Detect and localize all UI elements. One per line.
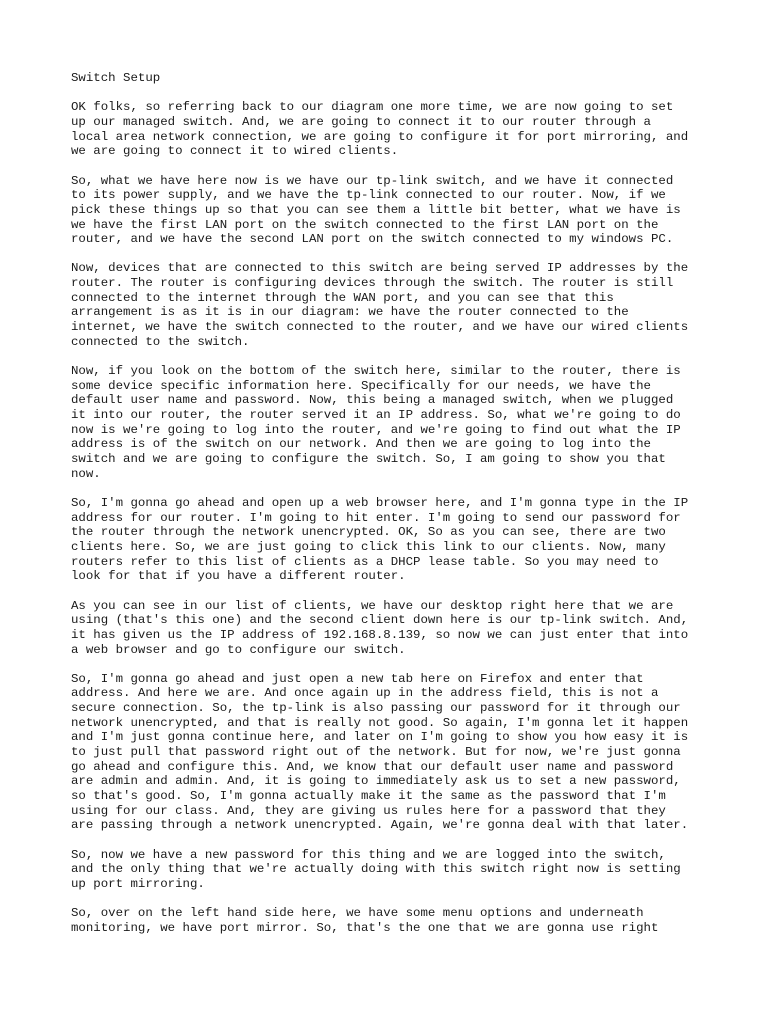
text-line: to its power supply, and we have the tp-link connected to our router. Now, if we [71, 188, 666, 203]
text-line: Now, if you look on the bottom of the switch here, similar to the router, there is [71, 364, 681, 379]
text-line: So, I'm gonna go ahead and just open a new tab here on Firefox and enter that [71, 671, 644, 686]
text-line: it has given us the IP address of 192.168.8.139, so now we can just enter that into [71, 627, 689, 642]
text-line: arrangement is as it is in our diagram: we have the router connected to the [71, 305, 629, 320]
paragraph [71, 906, 711, 935]
text-line: clients here. So, we are just going to click this link to our clients. Now, many [71, 539, 666, 554]
text-line: are admin and admin. And, it is going to immediately ask us to set a new password, [71, 774, 681, 789]
document-body [71, 71, 711, 950]
text-line: default user name and password. Now, this being a managed switch, when we plugged [71, 393, 674, 408]
text-line: we have the first LAN port on the switch connected to the first LAN port on the [71, 217, 659, 232]
paragraph [71, 174, 711, 247]
text-line: pick these things up so that you can see them a little bit better, what we have is [71, 202, 681, 217]
text-line: switch and we are going to configure the switch. So, I am going to show you that [71, 452, 666, 466]
text-line: router, and we have the second LAN port on the switch connected to my windows PC. [71, 232, 674, 247]
text-line: secure connection. So, the tp-link is also passing our password for it through our [71, 701, 681, 716]
text-line: connected to the switch. [71, 334, 250, 349]
text-line: and the only thing that we're actually doing with this switch right now is setting [71, 862, 681, 877]
text-line: we are going to connect it to wired clients. [71, 144, 399, 159]
text-line: so that's good. So, I'm gonna actually make it the same as the password that I'm [71, 789, 666, 804]
paragraph [71, 496, 711, 584]
paragraph [71, 364, 711, 481]
text-line: go ahead and configure this. And, we know that our default user name and password [71, 759, 674, 774]
text-line: So, what we have here now is we have our tp-link switch, and we have it connected [71, 173, 674, 188]
paragraph [71, 261, 711, 349]
text-line: using for our class. And, they are giving us rules here for a password that they [71, 803, 666, 818]
text-line: So, now we have a new password for this thing and we are logged into the switch, [71, 847, 666, 862]
text-line: now. [71, 466, 101, 481]
text-line: some device specific information here. Specifically for our needs, we have the [71, 378, 651, 393]
text-line: So, over on the left hand side here, we have some menu options and underneath [71, 906, 644, 921]
text-line: the router through the network unencrypted. OK, So as you can see, there are two [71, 525, 666, 540]
text-line: look for that if you have a different router. [71, 569, 406, 584]
document-title: Switch Setup [71, 71, 161, 85]
text-line: are passing through a network unencrypted. Again, we're gonna deal with that later. [71, 818, 689, 833]
text-line: to just pull that password right out of the network. But for now, we're just gonna [71, 745, 681, 760]
paragraph-list [71, 100, 711, 935]
text-line: network unencrypted, and that is really not good. So again, I'm gonna let it happen [71, 715, 689, 730]
text-line: up port mirroring. [71, 876, 205, 891]
text-line: local area network connection, we are going to configure it for port mirroring, and [71, 129, 689, 144]
text-line: Now, devices that are connected to this switch are being served IP addresses by the [71, 261, 689, 276]
text-line: So, I'm gonna go ahead and open up a web browser here, and I'm gonna type in the IP [71, 495, 689, 510]
text-line: up our managed switch. And, we are going to connect it to our router through a [71, 114, 651, 129]
text-line: it into our router, the router served it an IP address. So, what we're going to do [71, 408, 681, 423]
text-line: internet, we have the switch connected to the router, and we have our wired clients [71, 320, 689, 335]
text-line: As you can see in our list of clients, we have our desktop right here that we are [71, 598, 674, 613]
text-line: address. And here we are. And once again up in the address field, this is not a [71, 686, 659, 701]
text-line: using (that's this one) and the second client down here is our tp-link switch. And, [71, 613, 689, 628]
text-line: monitoring, we have port mirror. So, that's the one that we are gonna use right [71, 920, 659, 935]
text-line: router. The router is configuring devices through the switch. The router is still [71, 276, 674, 291]
paragraph [71, 848, 711, 892]
text-line: and I'm just gonna continue here, and later on I'm going to show you how easy it is [71, 730, 689, 745]
text-line: routers refer to this list of clients as a DHCP lease table. So you may need to [71, 554, 659, 569]
text-line: a web browser and go to configure our switch. [71, 642, 406, 657]
text-line: now is we're going to log into the router, and we're going to find out what the IP [71, 422, 681, 437]
text-line: OK folks, so referring back to our diagram one more time, we are now going to set [71, 100, 674, 115]
text-line: connected to the internet through the WAN port, and you can see that this [71, 290, 614, 305]
text-line: address is of the switch on our network. And then we are going to log into the [71, 437, 651, 452]
paragraph [71, 672, 711, 833]
paragraph [71, 100, 711, 159]
text-line: address for our router. I'm going to hit enter. I'm going to send our password for [71, 510, 681, 525]
paragraph [71, 599, 711, 658]
